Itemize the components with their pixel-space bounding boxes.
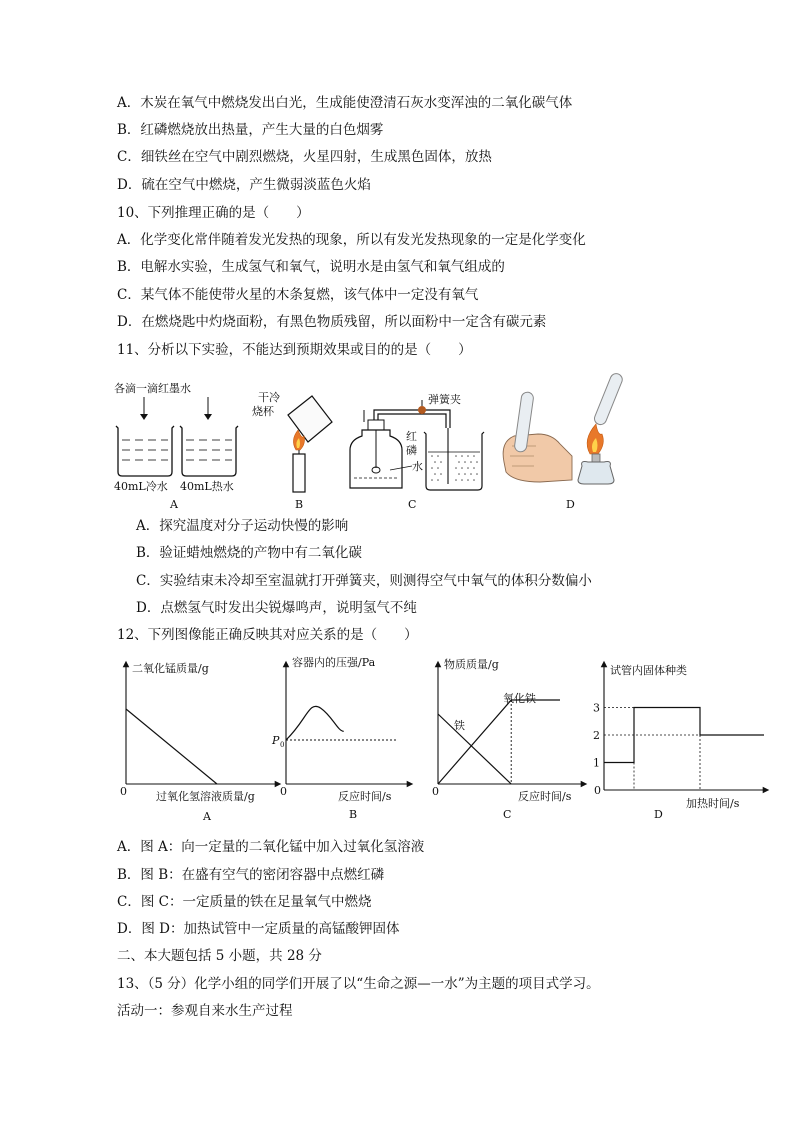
section-2-heading: 二、本大题包括 5 小题，共 28 分: [117, 948, 322, 964]
chart-c-series-1: [438, 714, 511, 784]
q10-option-a: A．化学变化常伴随着发光发热的现象，所以有发光发热现象的一定是化学变化: [117, 232, 586, 248]
hot-beaker: [180, 426, 238, 476]
q10-option-b: B．电解水实验，生成氢气和氧气，说明水是由氢气和氧气组成的: [117, 259, 505, 275]
q10-option-d: D．在燃烧匙中灼烧面粉，有黑色物质残留，所以面粉中一定含有碳元素: [117, 314, 547, 330]
chart-d-origin: 0: [594, 784, 601, 797]
chart-d-caption: D: [654, 808, 663, 821]
chart-b-origin: 0: [280, 785, 287, 798]
cold-beaker: [116, 426, 174, 476]
q11-caption-d: D: [566, 498, 575, 511]
alcohol-lamp: [578, 462, 614, 485]
q10-stem: 10、下列推理正确的是（ ）: [117, 205, 310, 221]
chart-c-series-2: [438, 700, 560, 784]
hand: [503, 434, 572, 482]
chart-b-curve: [286, 706, 344, 740]
q10-option-c: C．某气体不能使带火星的木条复燃，该气体中一定没有氧气: [117, 287, 479, 303]
water-beaker: [424, 432, 484, 490]
q11-option-d: D．点燃氢气时发出尖锐爆鸣声，说明氢气不纯: [136, 600, 417, 616]
q11-c-phosphorus-2: 磷: [406, 444, 417, 457]
q11-c-phosphorus-1: 红: [406, 430, 417, 443]
chart-a-caption: A: [203, 810, 211, 823]
chart-c-ylabel: 物质质量/g: [444, 658, 499, 671]
q11-b-label-1: 干冷: [258, 391, 280, 404]
q11-a-left-label: 40mL冷水: [114, 480, 168, 493]
q9-option-c: C．细铁丝在空气中剧烈燃烧，火星四射，生成黑色固体，放热: [117, 149, 492, 165]
q11-a-right-label: 40mL热水: [180, 480, 234, 493]
chart-b-ytick-sub: 0: [280, 741, 285, 749]
chart-a-origin: 0: [120, 785, 127, 798]
q11-c-clip-label: 弹簧夹: [428, 393, 461, 406]
chart-a-line: [126, 709, 217, 784]
chart-c-caption: C: [503, 808, 512, 821]
q9-option-a: A．木炭在氧气中燃烧发出白光，生成能使澄清石灰水变浑浊的二氧化碳气体: [117, 95, 573, 111]
test-tube-inverted: [593, 372, 624, 427]
q9-option-b: B．红磷燃烧放出热量，产生大量的白色烟雾: [117, 122, 384, 138]
chart-d-ytick-3: 3: [593, 701, 600, 715]
chart-a-xlabel: 过氧化氢溶液质量/g: [156, 790, 255, 803]
activity-1-heading: 活动一：参观自来水生产过程: [117, 1003, 293, 1019]
q11-option-a: A．探究温度对分子运动快慢的影响: [136, 518, 349, 534]
chart-c-series-label-2: 氧化铁: [503, 692, 536, 705]
q11-b-label-2: 烧杯: [252, 405, 274, 418]
q12-option-b: B．图 B：在盛有空气的密闭容器中点燃红磷: [117, 867, 385, 883]
chart-d-ylabel: 试管内固体种类: [610, 664, 687, 677]
q11-experiment-figure: [100, 370, 660, 520]
chart-c-xlabel: 反应时间/s: [518, 790, 572, 803]
chart-b-caption: B: [349, 808, 358, 821]
candle: [293, 454, 305, 492]
q13-stem: 13、（5 分）化学小组的同学们开展了以“生命之源—一水”为主题的项目式学习。: [117, 976, 600, 992]
q12-graphs: [100, 652, 780, 827]
chart-b-ylabel: 容器内的压强/Pa: [292, 656, 376, 669]
chart-b-xlabel: 反应时间/s: [338, 790, 392, 803]
chart-d-xlabel: 加热时间/s: [686, 797, 740, 810]
q11-a-top-label: 各滴一滴红墨水: [114, 382, 191, 395]
spring-clip-icon: [418, 406, 426, 414]
q11-caption-c: C: [408, 498, 417, 511]
chart-c-origin: 0: [432, 785, 439, 798]
chart-b-ytick: P: [272, 734, 280, 747]
q11-c-water-label: 水: [412, 460, 423, 473]
q11-option-b: B．验证蜡烛燃烧的产物中有二氧化碳: [136, 545, 362, 561]
chart-d-ytick-2: 2: [593, 729, 600, 742]
q11-stem: 11、分析以下实验，不能达到预期效果或目的的是（ ）: [117, 342, 472, 358]
chart-d-ytick-1: 1: [593, 756, 600, 770]
chart-a-ylabel: 二氧化锰质量/g: [132, 662, 209, 675]
q12-option-c: C．图 C：一定质量的铁在足量氧气中燃烧: [117, 894, 372, 910]
q12-option-d: D．图 D：加热试管中一定质量的高锰酸钾固体: [117, 921, 400, 937]
q11-caption-b: B: [295, 498, 304, 511]
q11-option-c: C．实验结束未冷却至室温就打开弹簧夹，则测得空气中氧气的体积分数偏小: [136, 573, 592, 589]
q11-caption-a: A: [170, 498, 178, 511]
chart-c-series-label-1: 铁: [454, 719, 465, 732]
q9-option-d: D．硫在空气中燃烧，产生微弱淡蓝色火焰: [117, 177, 371, 193]
q12-stem: 12、下列图像能正确反映其对应关系的是（ ）: [117, 627, 418, 643]
q12-option-a: A．图 A：向一定量的二氧化锰中加入过氧化氢溶液: [117, 839, 425, 855]
